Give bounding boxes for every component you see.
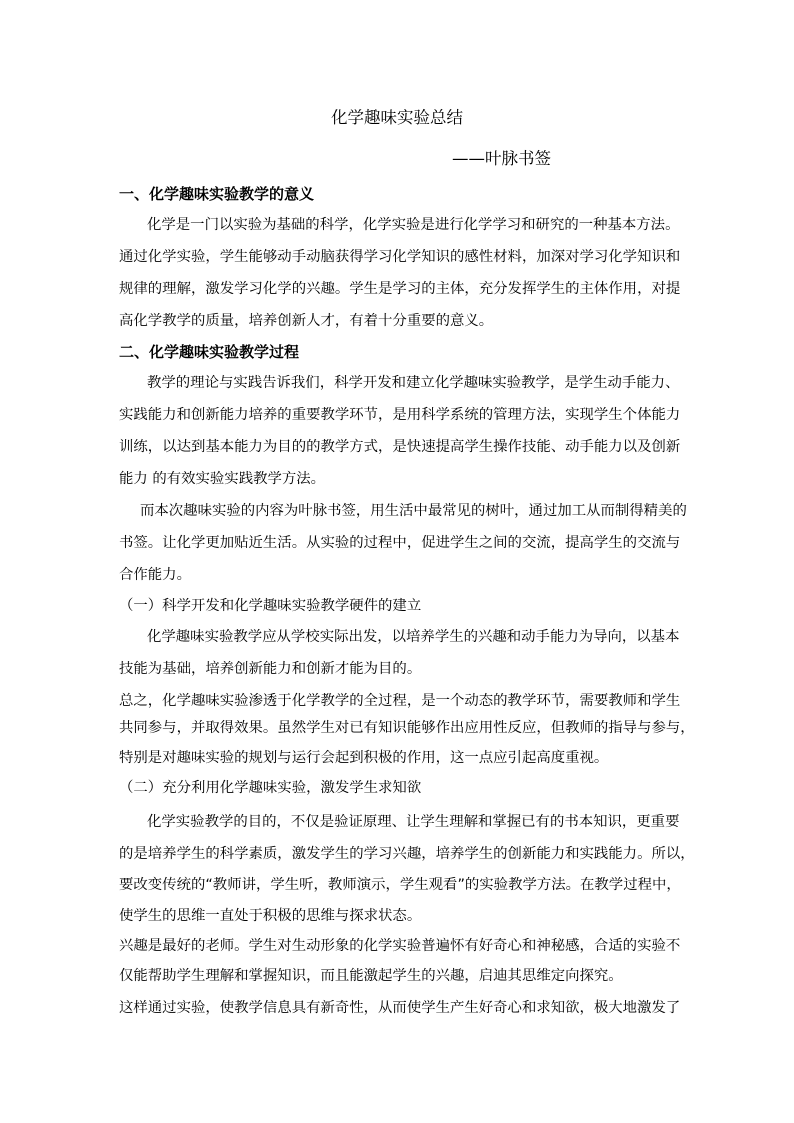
paragraph-line: 化学趣味实验教学应从学校实际出发，以培养学生的兴趣和动手能力为导向，以基本 bbox=[147, 629, 680, 645]
section-heading-2: 二、化学趣味实验教学过程 bbox=[119, 343, 300, 361]
paragraph-line: 高化学教学的质量，培养创新人才，有着十分重要的意义。 bbox=[119, 313, 494, 329]
subsection-heading-2: （二）充分利用化学趣味实验，激发学生求知欲 bbox=[119, 780, 422, 796]
paragraph-line: 兴趣是最好的老师。学生对生动形象的化学实验普遍怀有好奇心和神秘感，合适的实验不 bbox=[119, 938, 681, 954]
paragraph-line: 的是培养学生的科学素质，激发学生的学习兴趣，培养学生的创新能力和实践能力。所以， bbox=[119, 846, 695, 862]
paragraph-line: 实践能力和创新能力培养的重要教学环节，是用科学系统的管理方法，实现学生个体能力 bbox=[119, 407, 681, 423]
paragraph-line: 教学的理论与实践告诉我们，科学开发和建立化学趣味实验教学，是学生动手能力、 bbox=[147, 375, 680, 391]
subsection-heading-1: （一）科学开发和化学趣味实验教学硬件的建立 bbox=[119, 598, 422, 614]
paragraph-line: 仅能帮助学生理解和掌握知识，而且能激起学生的兴趣，启迪其思维定向探究。 bbox=[119, 968, 623, 984]
paragraph-line: 能力 的有效实验实践教学方法。 bbox=[119, 471, 326, 487]
paragraph-line: 通过化学实验，学生能够动手动脑获得学习化学知识的感性材料，加深对学习化学知识和 bbox=[119, 249, 681, 265]
paragraph-line: 化学实验教学的目的，不仅是验证原理、让学生理解和掌握已有的书本知识，更重要 bbox=[147, 814, 680, 830]
paragraph-line: 使学生的思维一直处于积极的思维与探求状态。 bbox=[119, 908, 422, 924]
paragraph-line: 共同参与，并取得效果。虽然学生对已有知识能够作出应用性反应，但教师的指导与参与， bbox=[119, 720, 695, 736]
paragraph-line: 要改变传统的“教师讲，学生听，教师演示，学生观看”的实验教学方法。在教学过程中， bbox=[119, 877, 681, 893]
section-heading-1: 一、化学趣味实验教学的意义 bbox=[119, 185, 315, 203]
paragraph-line: 总之，化学趣味实验渗透于化学教学的全过程，是一个动态的教学环节，需要教师和学生 bbox=[119, 693, 681, 709]
document-title: 化学趣味实验总结 bbox=[331, 108, 463, 127]
paragraph-line: 训练，以达到基本能力为目的的教学方式，是快速提高学生操作技能、动手能力以及创新 bbox=[119, 439, 681, 455]
paragraph-line: 规律的理解，激发学习化学的兴趣。学生是学习的主体，充分发挥学生的主体作用，对提 bbox=[119, 281, 681, 297]
document-subtitle: ——叶脉书签 bbox=[452, 149, 551, 168]
paragraph-line: 技能为基础，培养创新能力和创新才能为目的。 bbox=[119, 661, 422, 677]
paragraph-line: 合作能力。 bbox=[119, 567, 191, 583]
paragraph-line: 化学是一门以实验为基础的科学，化学实验是进行化学学习和研究的一种基本方法。 bbox=[147, 217, 680, 233]
paragraph-line: 而本次趣味实验的内容为叶脉书签，用生活中最常见的树叶，通过加工从而制得精美的 bbox=[140, 503, 687, 519]
paragraph-line: 书签。让化学更加贴近生活。从实验的过程中，促进学生之间的交流，提高学生的交流与 bbox=[119, 535, 681, 551]
paragraph-line: 这样通过实验，使教学信息具有新奇性，从而使学生产生好奇心和求知欲，极大地激发了 bbox=[119, 1000, 681, 1016]
paragraph-line: 特别是对趣味实验的规划与运行会起到积极的作用，这一点应引起高度重视。 bbox=[119, 750, 609, 766]
